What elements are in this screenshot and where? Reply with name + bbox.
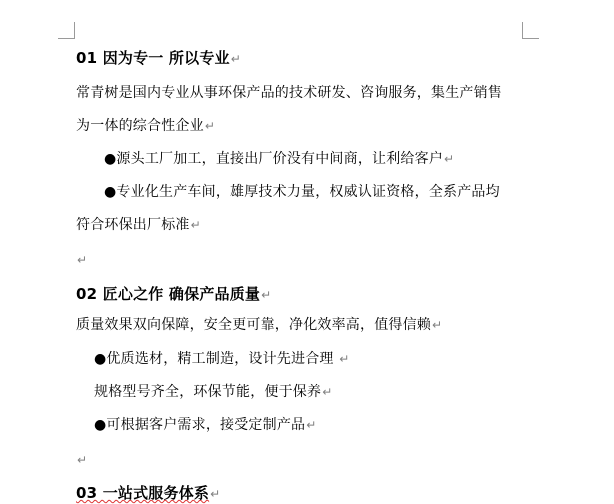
body-line: 符合环保出厂标准↵ [76, 217, 201, 233]
heading-3: 03 一站式服务体系↵ [76, 484, 221, 502]
heading-2: 02 匠心之作 确保产品质量↵ [76, 285, 272, 303]
bullet-item: ●专业化生产车间，雄厚技术力量，权威认证资格，全系产品均 [104, 184, 500, 200]
bullet-item: ●源头工厂加工，直接出厂价没有中间商，让利给客户↵ [104, 151, 455, 167]
margin-corner-top-right [522, 22, 539, 39]
bullet-item: ●可根据客户需求，接受定制产品↵ [94, 417, 317, 433]
blank-line: ↵ [77, 253, 88, 267]
margin-corner-top-left [58, 22, 75, 39]
blank-line: ↵ [77, 453, 88, 467]
body-line: 为一体的综合性企业↵ [76, 118, 216, 134]
body-line: 规格型号齐全，环保节能，便于保养↵ [94, 384, 333, 400]
bullet-item: ●优质选材，精工制造，设计先进合理 ↵ [94, 351, 350, 367]
body-line: 质量效果双向保障，安全更可靠，净化效率高，值得信赖↵ [76, 317, 443, 333]
body-line: 常青树是国内专业从事环保产品的技术研发、咨询服务，集生产销售 [76, 85, 502, 101]
heading-1: 01 因为专一 所以专业↵ [76, 49, 241, 67]
